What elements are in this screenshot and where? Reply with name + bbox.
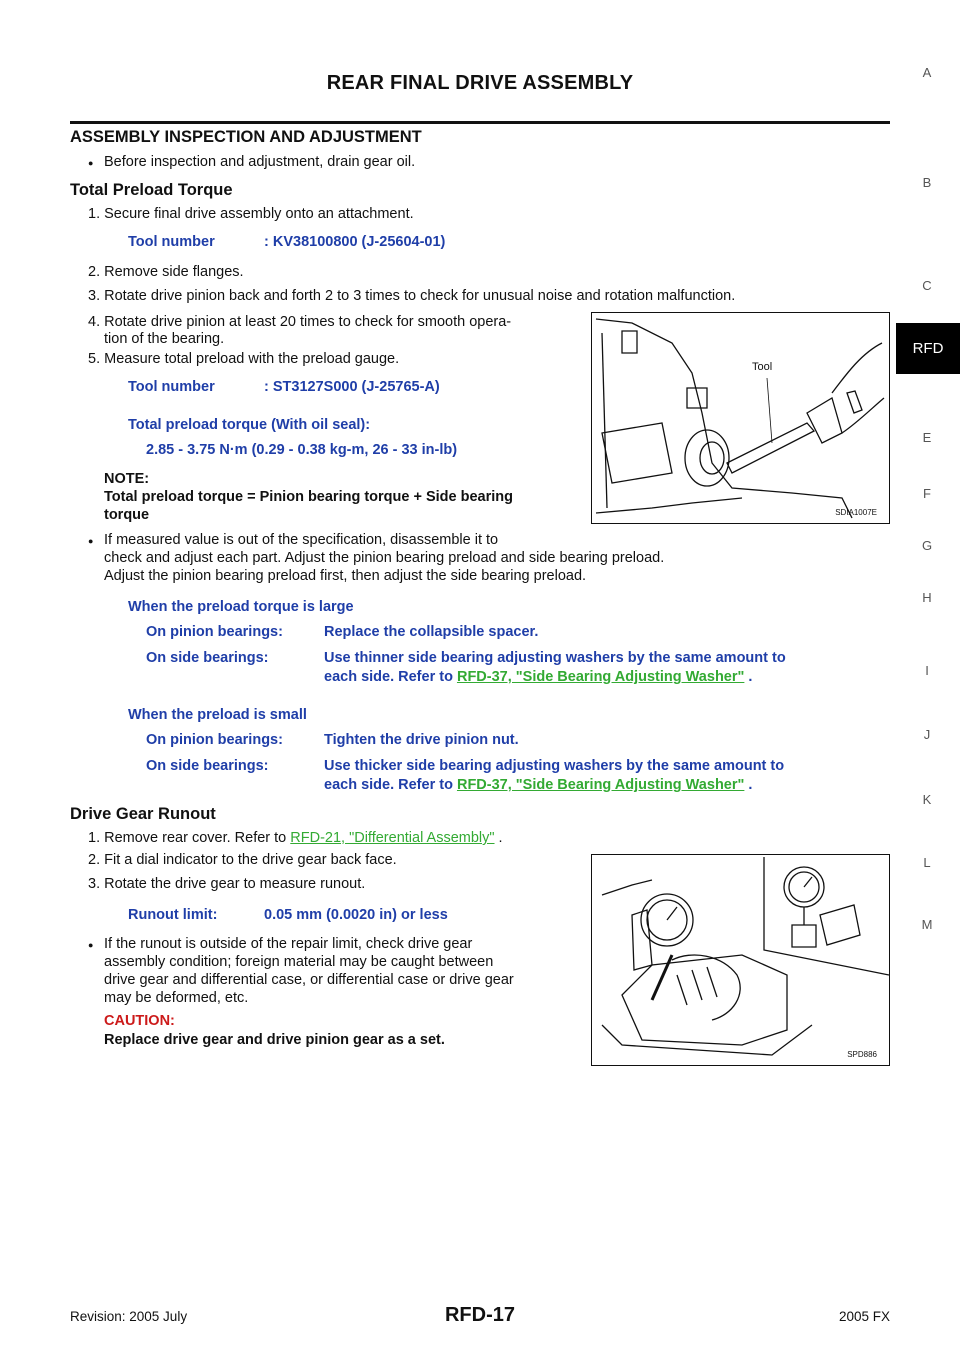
tool-number-1-label: Tool number <box>128 234 215 250</box>
side-letter-h[interactable]: H <box>922 590 932 605</box>
intro-bullet: ● Before inspection and adjustment, drain gear oil. <box>104 153 415 171</box>
side-letter-l[interactable]: L <box>923 855 931 870</box>
side-letter-i[interactable]: I <box>925 663 929 678</box>
large-side-value-1: Use thinner side bearing adjusting washers by the same amount to <box>324 650 786 666</box>
page-title: REAR FINAL DRIVE ASSEMBLY <box>326 72 634 94</box>
small-side-link[interactable]: RFD-37, "Side Bearing Adjusting Washer" <box>456 777 745 793</box>
figure-code-preload: SDIA1007E <box>835 508 877 517</box>
note-label: NOTE: <box>104 471 150 487</box>
small-side-suffix: . <box>748 777 753 793</box>
runout-step-1-text: 1. Remove rear cover. Refer to <box>88 830 287 846</box>
dial-indicator-figure <box>591 854 890 1066</box>
caution-text: Replace drive gear and drive pinion gear as a set. <box>104 1032 445 1048</box>
footer-page-number: RFD-17 <box>444 1304 515 1326</box>
figure-code-runout: SPD886 <box>847 1050 877 1059</box>
large-pinion-value: Replace the collapsible spacer. <box>324 624 539 640</box>
preload-step-5: 5. Measure total preload with the preload gauge. <box>88 351 400 367</box>
side-letter-e[interactable]: E <box>922 430 932 445</box>
side-letter-m[interactable]: M <box>921 917 933 932</box>
runout-limit-label: Runout limit: <box>128 907 218 923</box>
small-side-label: On side bearings: <box>146 758 269 774</box>
large-side-value-2 <box>324 668 752 686</box>
preload-step-3: 3. Rotate drive pinion back and forth 2 to 3 times to check for unusual noise and rotation malfunction. <box>88 288 736 304</box>
large-side-label: On side bearings: <box>146 650 269 666</box>
preload-step-4-cont: tion of the bearing. <box>104 331 225 347</box>
side-letter-c[interactable]: C <box>922 278 932 293</box>
large-side-suffix: . <box>748 669 753 685</box>
preload-heading: Total Preload Torque <box>70 181 233 199</box>
runout-bullet-line-4: may be deformed, etc. <box>104 990 249 1006</box>
runout-limit-value: 0.05 mm (0.0020 in) or less <box>264 907 448 923</box>
small-side-value-2 <box>324 776 752 794</box>
dial-indicator-illustration <box>592 855 889 1065</box>
side-letter-f[interactable]: F <box>923 486 931 501</box>
note-line-1: Total preload torque = Pinion bearing torque + Side bearing <box>104 489 514 505</box>
preload-bullet-line-2: check and adjust each part. Adjust the pinion bearing preload and side bearing preload. <box>104 550 665 566</box>
tool-number-2-label: Tool number <box>128 379 215 395</box>
tool-number-1 <box>128 233 445 251</box>
runout-limit <box>128 906 448 924</box>
figure-tool-label: Tool <box>752 361 773 373</box>
caution-label: CAUTION: <box>104 1013 175 1029</box>
small-side-value-1: Use thicker side bearing adjusting washers by the same amount to <box>324 758 785 774</box>
preload-spec-value: 2.85 - 3.75 N·m (0.29 - 0.38 kg-m, 26 - 33 in-lb) <box>146 442 458 458</box>
side-letter-k[interactable]: K <box>922 792 932 807</box>
tool-number-1-value: : KV38100800 (J-25604-01) <box>264 234 446 250</box>
preload-bullet-line-1: ● If measured value is out of the specification, disassemble it to <box>104 531 498 549</box>
runout-step-2: 2. Fit a dial indicator to the drive gear back face. <box>88 852 397 868</box>
small-preload-title: When the preload is small <box>128 707 307 723</box>
preload-spec-label: Total preload torque (With oil seal): <box>128 417 371 433</box>
large-preload-title: When the preload torque is large <box>128 599 354 615</box>
large-side-link[interactable]: RFD-37, "Side Bearing Adjusting Washer" <box>456 669 745 685</box>
side-letter-g[interactable]: G <box>921 538 933 553</box>
side-letter-j[interactable]: J <box>923 727 931 742</box>
preload-gauge-illustration <box>592 313 889 523</box>
runout-step-1 <box>88 829 503 847</box>
runout-bullet-line-3: drive gear and differential case, or differential case or drive gear <box>104 972 514 988</box>
footer-revision: Revision: 2005 July <box>70 1309 188 1324</box>
small-pinion-label: On pinion bearings: <box>146 732 283 748</box>
preload-bullet-line-3: Adjust the pinion bearing preload first, then adjust the side bearing preload. <box>104 568 587 584</box>
small-side-refer: each side. Refer to <box>324 777 453 793</box>
note-line-2: torque <box>104 507 150 523</box>
preload-step-4: 4. Rotate drive pinion at least 20 times to check for smooth opera- <box>88 314 512 330</box>
large-pinion-label: On pinion bearings: <box>146 624 283 640</box>
large-side-refer: each side. Refer to <box>324 669 453 685</box>
footer-model: 2005 FX <box>838 1309 890 1324</box>
small-pinion-value: Tighten the drive pinion nut. <box>324 732 519 748</box>
runout-step-1-link[interactable]: RFD-21, "Differential Assembly" <box>290 830 495 846</box>
runout-step-1-suffix: . <box>498 830 503 846</box>
preload-gauge-figure <box>591 312 890 524</box>
runout-bullet-line-2: assembly condition; foreign material may be caught between <box>104 954 494 970</box>
section-heading: ASSEMBLY INSPECTION AND ADJUSTMENT <box>70 128 422 146</box>
side-letter-a[interactable]: A <box>922 65 932 80</box>
side-tab-rfd[interactable]: RFD <box>896 323 960 374</box>
tool-number-2 <box>128 378 440 396</box>
side-letter-b[interactable]: B <box>922 175 932 190</box>
runout-step-3: 3. Rotate the drive gear to measure runout. <box>88 876 366 892</box>
preload-step-2: 2. Remove side flanges. <box>88 264 244 280</box>
tool-number-2-value: : ST3127S000 (J-25765-A) <box>264 379 440 395</box>
header-rule <box>70 121 890 124</box>
runout-bullet-line-1: ● If the runout is outside of the repair limit, check drive gear <box>104 935 472 953</box>
preload-step-1: 1. Secure final drive assembly onto an attachment. <box>88 206 414 222</box>
runout-heading: Drive Gear Runout <box>70 805 216 823</box>
